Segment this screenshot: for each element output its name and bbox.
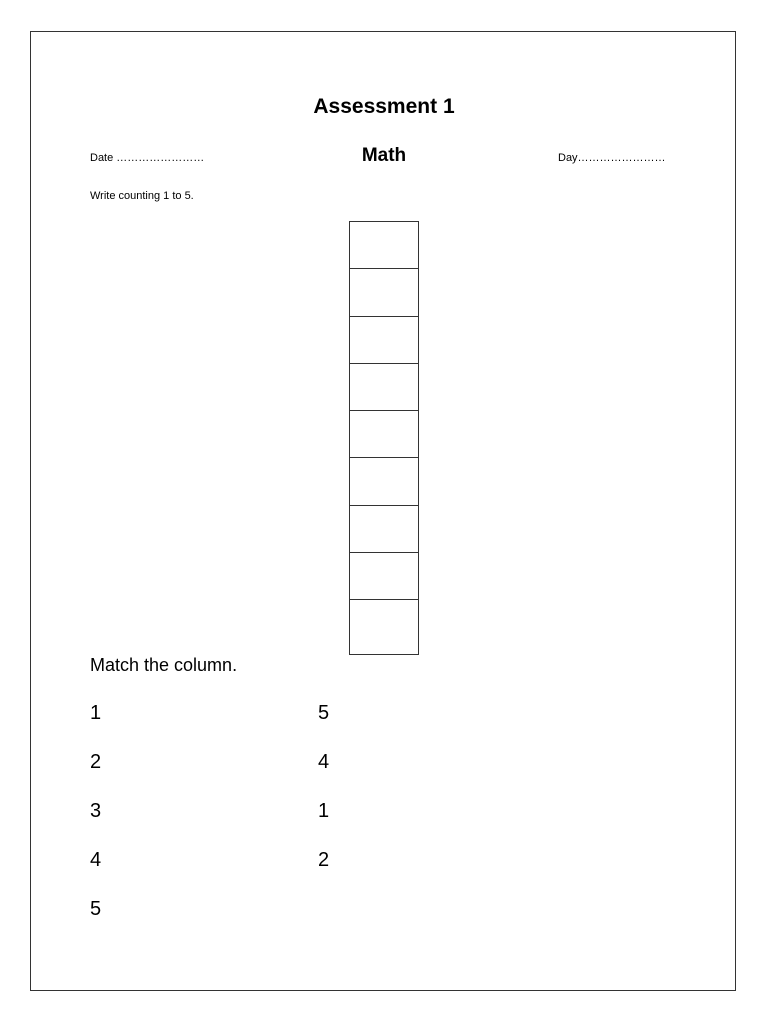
match-right-item: 5 <box>318 702 330 724</box>
date-field: Date …………………… <box>90 152 205 164</box>
counting-box <box>350 222 418 269</box>
match-right-column <box>318 700 329 896</box>
match-left-item: 4 <box>90 849 102 871</box>
match-left-item: 2 <box>90 751 102 773</box>
subject-heading: Math <box>361 145 407 166</box>
match-right-item: 4 <box>318 751 330 773</box>
counting-box <box>350 269 418 316</box>
counting-box <box>350 317 418 364</box>
counting-box <box>350 506 418 553</box>
counting-box-column <box>349 221 419 655</box>
match-right-item: 2 <box>318 849 330 871</box>
match-right-item: 1 <box>318 800 330 822</box>
counting-box <box>350 411 418 458</box>
counting-box <box>350 553 418 600</box>
match-heading: Match the column. <box>90 655 238 675</box>
page-title: Assessment 1 <box>313 95 455 118</box>
match-left-item: 5 <box>90 898 102 920</box>
counting-box <box>350 364 418 411</box>
counting-instruction: Write counting 1 to 5. <box>90 190 194 202</box>
counting-box <box>350 458 418 505</box>
match-left-column <box>90 700 101 945</box>
match-left-item: 1 <box>90 702 102 724</box>
match-left-item: 3 <box>90 800 102 822</box>
counting-box <box>350 600 418 654</box>
day-field: Day…………………… <box>558 152 666 164</box>
